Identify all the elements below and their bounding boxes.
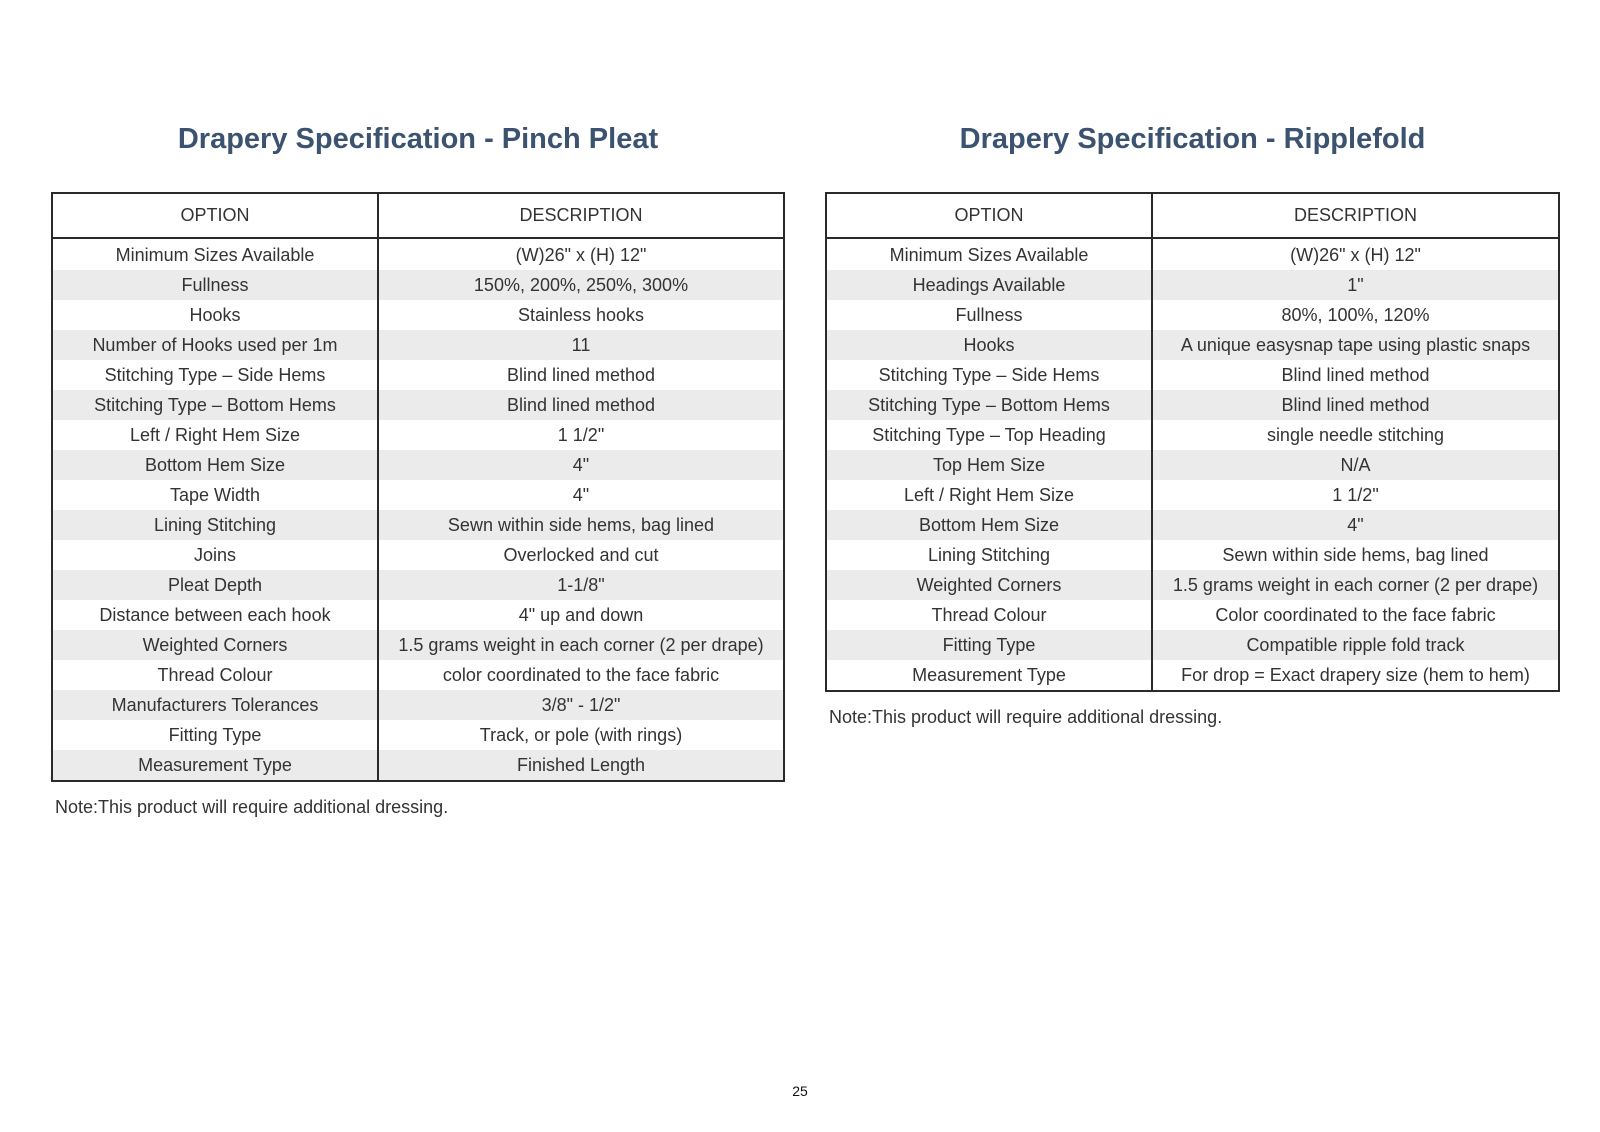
table-row <box>52 270 784 300</box>
description-cell: 3/8" - 1/2" <box>378 690 784 720</box>
description-cell: Finished Length <box>378 750 784 781</box>
table-header-row <box>826 193 1559 238</box>
description-cell: 1" <box>1152 270 1559 300</box>
option-cell: Manufacturers Tolerances <box>52 690 378 720</box>
option-cell: Bottom Hem Size <box>826 510 1152 540</box>
description-cell: Stainless hooks <box>517 304 645 325</box>
option-cell: Lining Stitching <box>826 540 1152 570</box>
description-cell: 1.5 grams weight in each corner (2 per drape) <box>1152 570 1559 600</box>
table-row <box>826 300 1559 330</box>
description-cell: Blind lined method <box>1152 390 1559 420</box>
option-cell: Pleat Depth <box>52 570 378 600</box>
option-cell: Weighted Corners <box>826 570 1152 600</box>
table-row <box>52 238 784 270</box>
option-cell: Fitting Type <box>52 720 378 750</box>
ripplefold-table <box>825 192 1560 692</box>
ripplefold-title: Drapery Specification - Ripplefold <box>959 123 1426 155</box>
description-cell: Color coordinated to the face fabric <box>1215 604 1496 625</box>
table-row <box>826 660 1559 691</box>
option-cell: Weighted Corners <box>52 630 378 660</box>
option-column-header: OPTION <box>52 193 378 238</box>
description-cell: Overlocked and cut <box>503 544 659 565</box>
table-row <box>826 630 1559 660</box>
option-cell: Thread Colour <box>826 600 1152 630</box>
description-cell: color coordinated to the face fabric <box>442 664 720 685</box>
description-cell: 150%, 200%, 250%, 300% <box>378 270 784 300</box>
option-cell: Stitching Type – Bottom Hems <box>52 390 378 420</box>
description-cell: 1.5 grams weight in each corner (2 per drape) <box>378 630 784 660</box>
description-cell: Track, or pole (with rings) <box>479 724 683 745</box>
description-column-header: DESCRIPTION <box>1152 193 1559 238</box>
option-cell: Distance between each hook <box>52 600 378 630</box>
description-cell: 4" <box>572 484 590 505</box>
description-cell: Compatible ripple fold track <box>1152 630 1559 660</box>
option-cell: Number of Hooks used per 1m <box>52 330 378 360</box>
option-cell: Headings Available <box>826 270 1152 300</box>
description-column-header: DESCRIPTION <box>378 193 784 238</box>
table-row <box>52 420 784 450</box>
description-cell: 4" <box>1152 510 1559 540</box>
table-row <box>52 570 784 600</box>
table-row <box>826 330 1559 360</box>
option-cell: Minimum Sizes Available <box>826 238 1152 270</box>
option-cell: Stitching Type – Side Hems <box>52 360 378 390</box>
option-cell: Top Hem Size <box>826 450 1152 480</box>
description-cell: 1 1/2" <box>1332 484 1379 505</box>
option-cell: Stitching Type – Bottom Hems <box>826 390 1152 420</box>
table-row <box>52 480 784 510</box>
table-row <box>826 600 1559 630</box>
table-row <box>52 330 784 360</box>
table-row <box>52 750 784 781</box>
option-cell: Measurement Type <box>52 750 378 781</box>
description-cell: single needle stitching <box>1266 424 1445 445</box>
pinch-pleat-title: Drapery Specification - Pinch Pleat <box>177 123 659 155</box>
table-header-row <box>52 193 784 238</box>
description-cell: 80%, 100%, 120% <box>1281 304 1430 325</box>
table-row <box>52 720 784 750</box>
table-row <box>52 660 784 690</box>
option-cell: Fullness <box>826 300 1152 330</box>
table-row <box>826 540 1559 570</box>
table-row <box>52 300 784 330</box>
page-number: 25 <box>792 1083 808 1099</box>
description-cell: Blind lined method <box>378 390 784 420</box>
table-row <box>826 360 1559 390</box>
table-row <box>826 570 1559 600</box>
option-cell: Joins <box>52 540 378 570</box>
option-cell: Tape Width <box>52 480 378 510</box>
table-row <box>52 600 784 630</box>
option-cell: Left / Right Hem Size <box>826 480 1152 510</box>
description-cell: A unique easysnap tape using plastic snaps <box>1152 330 1559 360</box>
description-cell: 11 <box>378 330 784 360</box>
description-cell: Sewn within side hems, bag lined <box>1222 544 1489 565</box>
option-cell: Fitting Type <box>826 630 1152 660</box>
description-cell: 4" up and down <box>518 604 644 625</box>
table-row <box>826 420 1559 450</box>
description-cell: Blind lined method <box>1281 364 1430 385</box>
option-cell: Thread Colour <box>52 660 378 690</box>
description-cell: N/A <box>1152 450 1559 480</box>
option-cell: Hooks <box>826 330 1152 360</box>
description-cell: (W)26" x (H) 12" <box>515 244 647 265</box>
option-cell: Left / Right Hem Size <box>52 420 378 450</box>
table-row <box>52 510 784 540</box>
option-cell: Bottom Hem Size <box>52 450 378 480</box>
table-row <box>52 540 784 570</box>
option-cell: Stitching Type – Side Hems <box>826 360 1152 390</box>
description-cell: 1-1/8" <box>378 570 784 600</box>
table-row <box>826 450 1559 480</box>
table-row <box>826 480 1559 510</box>
description-cell: Blind lined method <box>506 364 656 385</box>
table-row <box>52 390 784 420</box>
description-cell: For drop = Exact drapery size (hem to hem) <box>1181 664 1530 685</box>
option-cell: Lining Stitching <box>52 510 378 540</box>
table-row <box>52 690 784 720</box>
option-cell: Hooks <box>52 300 378 330</box>
description-cell: 1 1/2" <box>557 424 605 445</box>
option-cell: Stitching Type – Top Heading <box>826 420 1152 450</box>
ripplefold-note: Note:This product will require additional dressing. <box>829 707 1223 727</box>
description-cell: (W)26" x (H) 12" <box>1290 244 1421 265</box>
table-row <box>826 270 1559 300</box>
table-row <box>826 510 1559 540</box>
option-cell: Fullness <box>52 270 378 300</box>
option-column-header: OPTION <box>826 193 1152 238</box>
table-row <box>826 238 1559 270</box>
description-cell: Sewn within side hems, bag lined <box>378 510 784 540</box>
option-cell: Minimum Sizes Available <box>52 238 378 270</box>
option-cell: Measurement Type <box>826 660 1152 691</box>
table-row <box>52 450 784 480</box>
description-cell: 4" <box>378 450 784 480</box>
table-row <box>52 360 784 390</box>
table-row <box>826 390 1559 420</box>
pinch-pleat-note: Note:This product will require additional dressing. <box>55 797 449 817</box>
table-row <box>52 630 784 660</box>
pinch-pleat-table <box>51 192 785 782</box>
